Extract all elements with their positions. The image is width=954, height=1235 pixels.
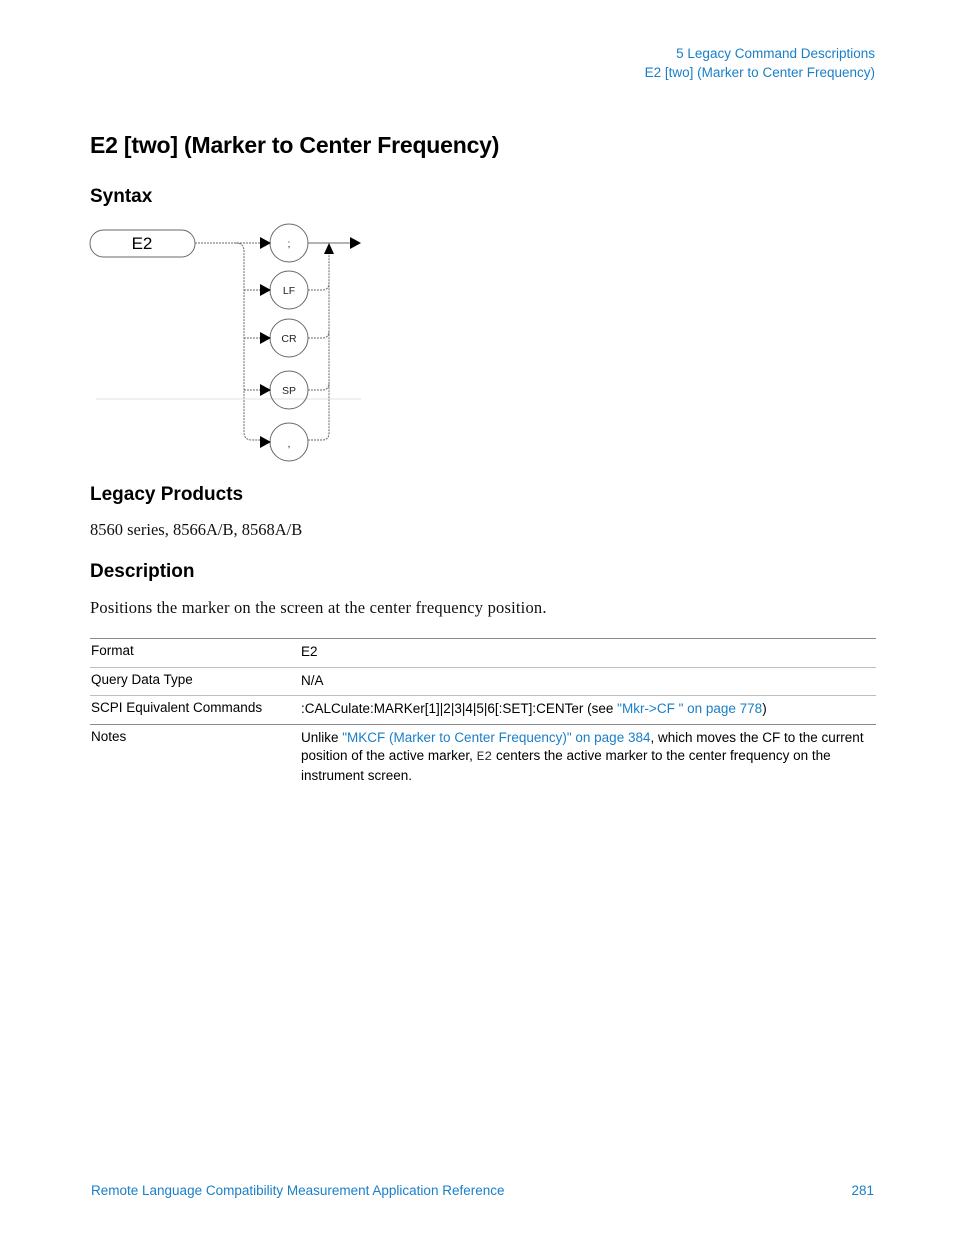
scpi-label: SCPI Equivalent Commands: [91, 700, 263, 715]
command-label: E2: [131, 234, 153, 253]
scpi-close: ): [762, 701, 767, 716]
terminator-label: CR: [281, 333, 297, 345]
syntax-diagram: [86, 222, 376, 472]
arrow-right-icon: [350, 237, 361, 249]
table-row: [90, 724, 876, 790]
arrow-up-icon: [324, 243, 334, 254]
footer-title: Remote Language Compatibility Measurement Application Reference: [91, 1183, 505, 1198]
format-label: Format: [91, 643, 134, 658]
description-heading: Description: [90, 561, 195, 582]
arrow-right-icon: [260, 436, 271, 448]
page-number: 281: [851, 1183, 874, 1198]
syntax-heading: Syntax: [90, 186, 153, 207]
mkr-cf-link[interactable]: "Mkr->CF " on page 778: [617, 701, 763, 716]
notes-label: Notes: [91, 728, 127, 744]
arrow-right-icon: [260, 384, 271, 396]
legacy-products-heading: Legacy Products: [90, 484, 244, 505]
description-text: Positions the marker on the screen at the center frequency position.: [90, 598, 547, 617]
terminator-label: LF: [282, 285, 296, 297]
query-data-type-label: Query Data Type: [91, 671, 193, 687]
terminator-label: ;: [287, 238, 291, 250]
notes-code: E2: [476, 749, 493, 764]
page-title: E2 [two] (Marker to Center Frequency): [90, 132, 500, 158]
arrow-right-icon: [260, 237, 271, 249]
notes-pre: Unlike: [301, 729, 343, 745]
section-link[interactable]: E2 [two] (Marker to Center Frequency): [644, 65, 875, 80]
scpi-value: [301, 696, 876, 725]
arrow-right-icon: [260, 284, 271, 296]
terminator-label: ,: [287, 438, 291, 450]
command-info-table: [90, 638, 876, 790]
notes-post: centers the active marker to the center frequency on the instrument screen.: [301, 748, 831, 783]
legacy-products-text: 8560 series, 8566A/B, 8568A/B: [90, 520, 303, 539]
scpi-text: :CALCulate:MARKer[1]|2|3|4|5|6[:SET]:CENTer (see: [301, 701, 618, 716]
table-row: [90, 696, 876, 725]
notes-mid: , which moves the CF to the current position of the active marker,: [301, 729, 864, 763]
notes-value: [301, 724, 876, 790]
chapter-link[interactable]: 5 Legacy Command Descriptions: [676, 46, 875, 61]
arrow-right-icon: [260, 332, 271, 344]
running-header: [645, 44, 875, 82]
table-row: [90, 639, 876, 668]
terminator-label: SP: [281, 385, 297, 397]
table-row: [90, 667, 876, 696]
mkcf-link[interactable]: "MKCF (Marker to Center Frequency)" on page 384: [342, 729, 651, 745]
format-value: E2: [301, 644, 318, 659]
query-data-type-value: N/A: [301, 672, 324, 688]
